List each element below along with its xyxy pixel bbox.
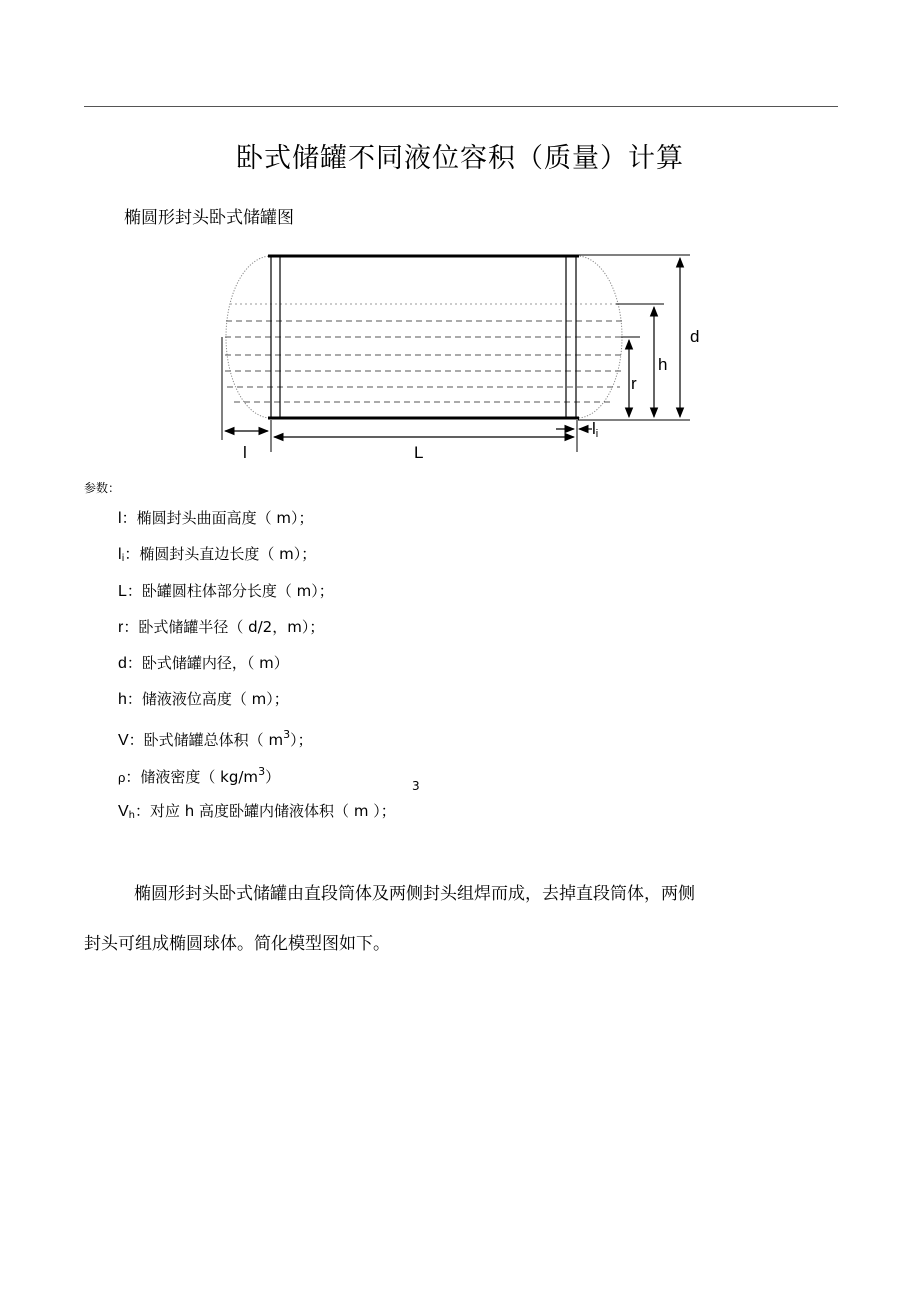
tank-diagram xyxy=(0,0,920,480)
label-L: L xyxy=(414,443,424,462)
diagram-caption: 椭圆形封头卧式储罐图 xyxy=(124,208,294,228)
param-Vh: $V_h$：对应 h 高度卧罐内储液体积（ m ）； xyxy=(118,802,396,821)
label-l: l xyxy=(243,443,247,462)
params-heading: 参数： xyxy=(84,481,121,495)
page-title: 卧式储罐不同液位容积（质量）计算 xyxy=(236,143,684,174)
param-rho: ρ：储液密度（ $kg/m^3$） xyxy=(118,765,281,786)
paragraph-line-2: 封头可组成椭圆球体。简化模型图如下。 xyxy=(84,934,390,954)
label-d: d xyxy=(690,327,700,346)
liquid-level-lines xyxy=(225,304,623,402)
label-r: r xyxy=(631,374,637,393)
param-li: $l_i$：椭圆封头直边长度（ m）； xyxy=(118,545,317,564)
param-V: V：卧式储罐总体积（ $m^3$）； xyxy=(118,728,313,749)
param-h: h：储液液位高度（ m）； xyxy=(118,690,289,708)
param-r: r：卧式储罐半径（ d/2，m）； xyxy=(118,618,325,636)
param-d: d：卧式储罐内径，（ m） xyxy=(118,654,289,672)
label-h: h xyxy=(658,355,668,374)
label-li: li xyxy=(592,419,599,440)
dimension-extension-lines xyxy=(222,255,690,452)
cylinder-body xyxy=(268,256,579,418)
paragraph-line-1: 椭圆形封头卧式储罐由直段筒体及两侧封头组焊而成，去掉直段筒体，两侧 xyxy=(134,884,695,904)
floating-superscript: 3 xyxy=(412,779,420,793)
param-l: l：椭圆封头曲面高度（ m）； xyxy=(118,509,314,527)
param-L: L：卧罐圆柱体部分长度（ m）； xyxy=(118,582,334,600)
